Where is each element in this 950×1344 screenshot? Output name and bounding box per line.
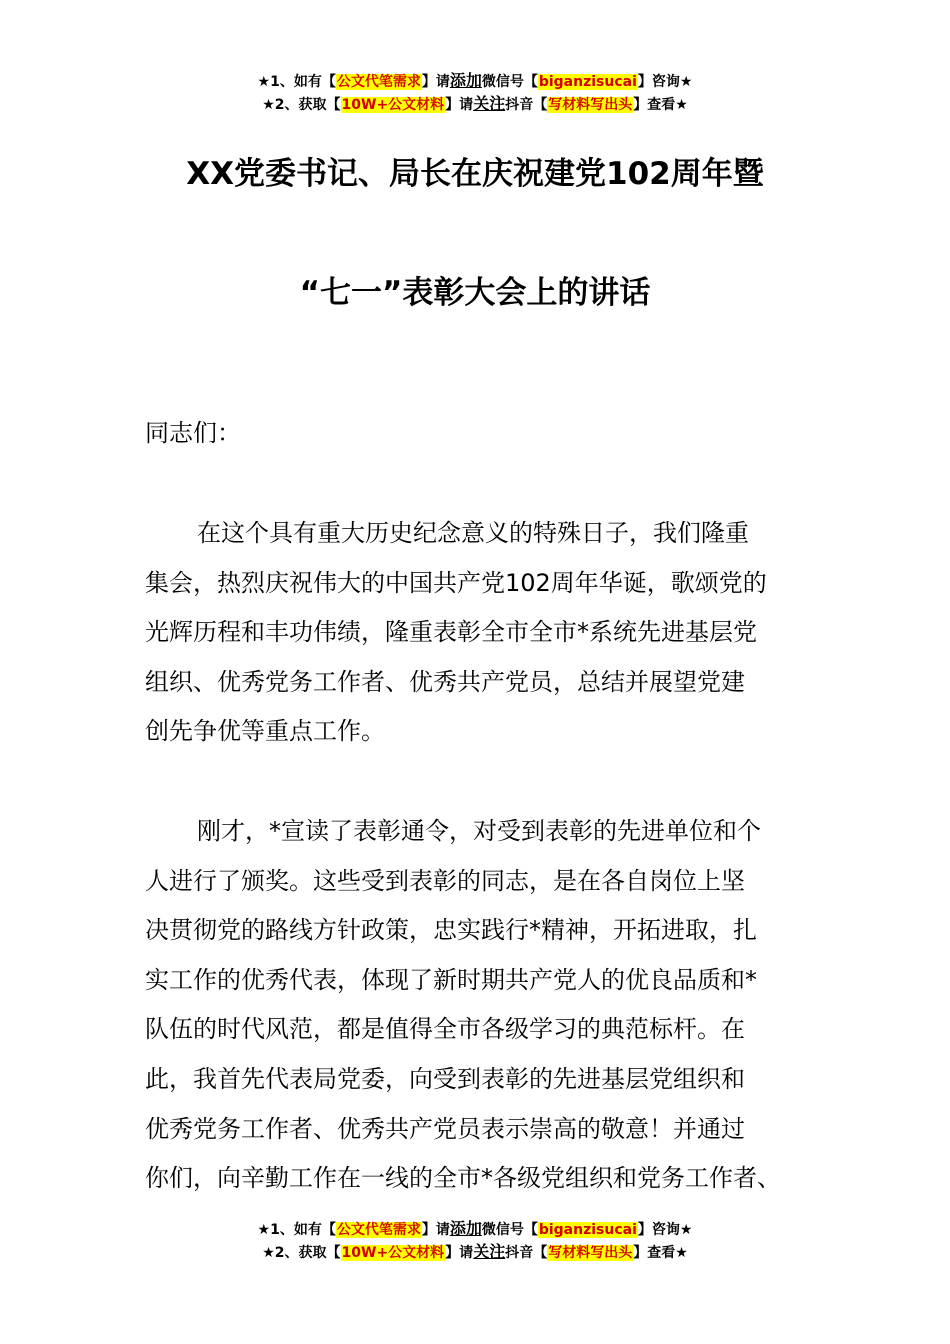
paragraph-1 (145, 509, 825, 757)
document-title-line-1: XX党委书记、局长在庆祝建党102周年暨 (186, 156, 764, 192)
paragraph-2 (145, 807, 825, 1204)
banner-line-1 (0, 70, 950, 93)
banner-text: 微信号【 (481, 1222, 538, 1238)
paragraph-line: 实工作的优秀代表，体现了新时期共产党人的优良品质和* (145, 965, 757, 994)
banner-text: 抖音【 (505, 1245, 548, 1261)
salutation: 同志们： (145, 419, 241, 447)
banner-wechat-id: biganzisucai (538, 1222, 637, 1238)
banner-text: ★1、如有【 (257, 1222, 336, 1238)
banner-text: ★2、获取【 (262, 1245, 341, 1261)
banner-highlight: 公文代笔需求 (336, 1222, 421, 1238)
paragraph-line: 人进行了颁奖。这些受到表彰的同志，是在各自岗位上坚 (145, 866, 745, 895)
paragraph-line: 组织、优秀党务工作者、优秀共产党员，总结并展望党建 (145, 667, 745, 696)
banner-highlight: 10W+公文材料 (341, 1245, 445, 1261)
paragraph-line: 你们，向辛勤工作在一线的全市*各级党组织和党务工作者、 (145, 1164, 781, 1193)
banner-highlight: 10W+公文材料 (341, 97, 445, 113)
banner-text: 】请 (445, 1245, 474, 1261)
banner-highlight: 公文代笔需求 (336, 74, 421, 90)
paragraph-line: 创先争优等重点工作。 (145, 717, 385, 746)
banner-text: 微信号【 (481, 74, 538, 90)
banner-text: 】请 (421, 1222, 450, 1238)
banner-emphasis: 添加 (449, 71, 482, 90)
paragraph-line: 优秀党务工作者、优秀共产党员表示崇高的敬意！并通过 (145, 1114, 745, 1143)
banner-text: 】咨询★ (637, 74, 693, 90)
banner-text: 】请 (421, 74, 450, 90)
paragraph-line: 决贯彻党的路线方针政策，忠实践行*精神，开拓进取，扎 (145, 916, 757, 945)
banner-line-2 (0, 93, 950, 116)
banner-line-2 (0, 1241, 950, 1264)
paragraph-line: 光辉历程和丰功伟绩，隆重表彰全市全市*系统先进基层党 (145, 618, 757, 647)
paragraph-line: 此，我首先代表局党委，向受到表彰的先进基层党组织和 (145, 1064, 745, 1093)
banner-emphasis: 添加 (449, 1219, 482, 1238)
document-title-line-2: “七一”表彰大会上的讲话 (299, 275, 651, 311)
banner-douyin-id: 写材料写出头 (548, 97, 633, 113)
paragraph-line: 队伍的时代风范，都是值得全市各级学习的典范标杆。在 (145, 1015, 745, 1044)
banner-text: 】查看★ (633, 1245, 688, 1261)
top-banner (0, 70, 950, 116)
paragraph-line: 刚才，*宣读了表彰通令，对受到表彰的先进单位和个 (197, 817, 761, 845)
banner-text: 抖音【 (505, 97, 548, 113)
banner-text: ★1、如有【 (257, 74, 336, 90)
banner-douyin-id: 写材料写出头 (548, 1245, 633, 1261)
banner-text: 】请 (445, 97, 474, 113)
banner-emphasis: 关注 (473, 1242, 506, 1261)
banner-wechat-id: biganzisucai (538, 74, 637, 90)
banner-text: 】查看★ (633, 97, 688, 113)
banner-emphasis: 关注 (473, 94, 506, 113)
bottom-banner (0, 1218, 950, 1264)
paragraph-line: 在这个具有重大历史纪念意义的特殊日子，我们隆重 (197, 519, 749, 547)
banner-line-1 (0, 1218, 950, 1241)
banner-text: 】咨询★ (637, 1222, 693, 1238)
banner-text: ★2、获取【 (262, 97, 341, 113)
paragraph-line: 集会，热烈庆祝伟大的中国共产党102周年华诞，歌颂党的 (145, 568, 767, 597)
